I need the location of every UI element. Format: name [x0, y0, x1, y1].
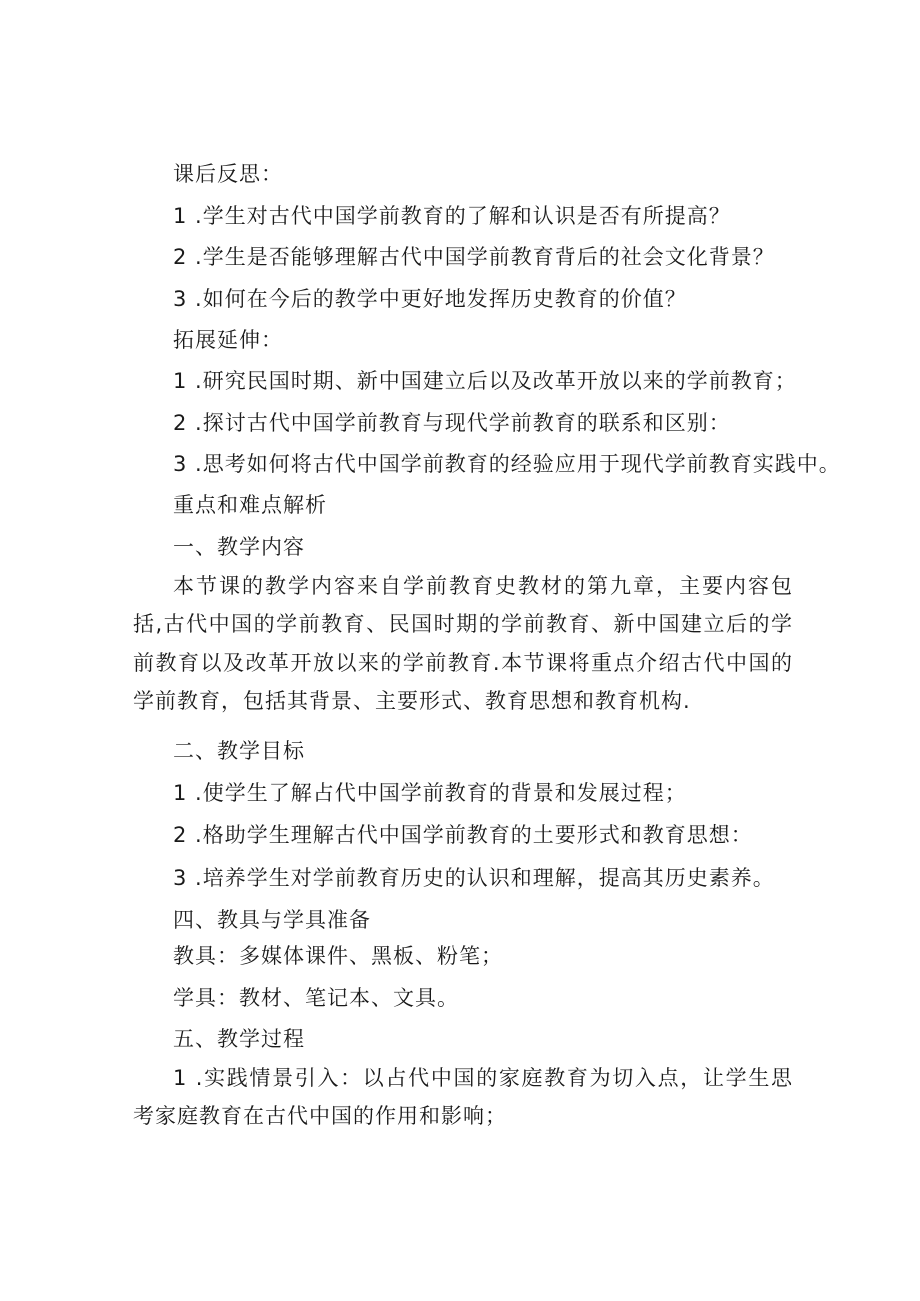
section4-heading: 四、教具与学具准备 [173, 908, 371, 932]
extension-item-1: 1 .研究民国时期、新中国建立后以及改革开放以来的学前教育； [173, 369, 797, 393]
extension-item-3: 3 .思考如何将古代中国学前教育的经验应用于现代学前教育实践中。 [173, 452, 841, 476]
teaching-aids: 教具：多媒体课件、黑板、粉笔； [173, 944, 503, 968]
reflection-item-1: 1 .学生对古代中国学前教育的了解和认识是否有所提高？ [173, 204, 731, 228]
objective-item-3: 3 .培养学生对学前教育历史的认识和理解，提高其历史素养。 [173, 866, 775, 890]
section5-body: 1 .实践情景引入：以占代中国的家庭教育为切入点，让学生思考家庭教育在古代中国的作用和影响； [133, 1066, 793, 1129]
objective-item-2: 2 .格助学生理解古代中国学前教育的土要形式和教育思想： [173, 823, 753, 847]
objective-item-1: 1 .使学生了解占代中国学前教育的背景和发展过程； [173, 781, 687, 805]
reflection-heading: 课后反思： [173, 162, 283, 186]
section1-body: 本节课的教学内容来自学前教育史教材的第九章，主要内容包括,古代中国的学前教育、民国时期的学前教育、新中国建立后的学前教育以及改革开放以来的学前教育.本节课将重点介绍古代中国的学前教育，包括其背景、主要形式、教育思想和教育机构. [133, 574, 793, 713]
key-points-title: 重点和难点解析 [173, 493, 327, 517]
extension-item-2: 2 .探讨古代中国学前教育与现代学前教育的联系和区别： [173, 411, 731, 435]
section1-heading: 一、教学内容 [173, 535, 305, 559]
section2-heading: 二、教学目标 [173, 739, 305, 763]
section5-heading: 五、教学过程 [173, 1027, 305, 1051]
reflection-item-2: 2 .学生是否能够理解古代中国学前教育背后的社会文化背景？ [173, 245, 775, 269]
reflection-item-3: 3 .如何在今后的教学中更好地发挥历史教育的价值？ [173, 287, 687, 311]
learning-aids: 学具：教材、笔记本、文具。 [173, 986, 459, 1010]
extension-heading: 拓展延伸： [173, 328, 283, 352]
